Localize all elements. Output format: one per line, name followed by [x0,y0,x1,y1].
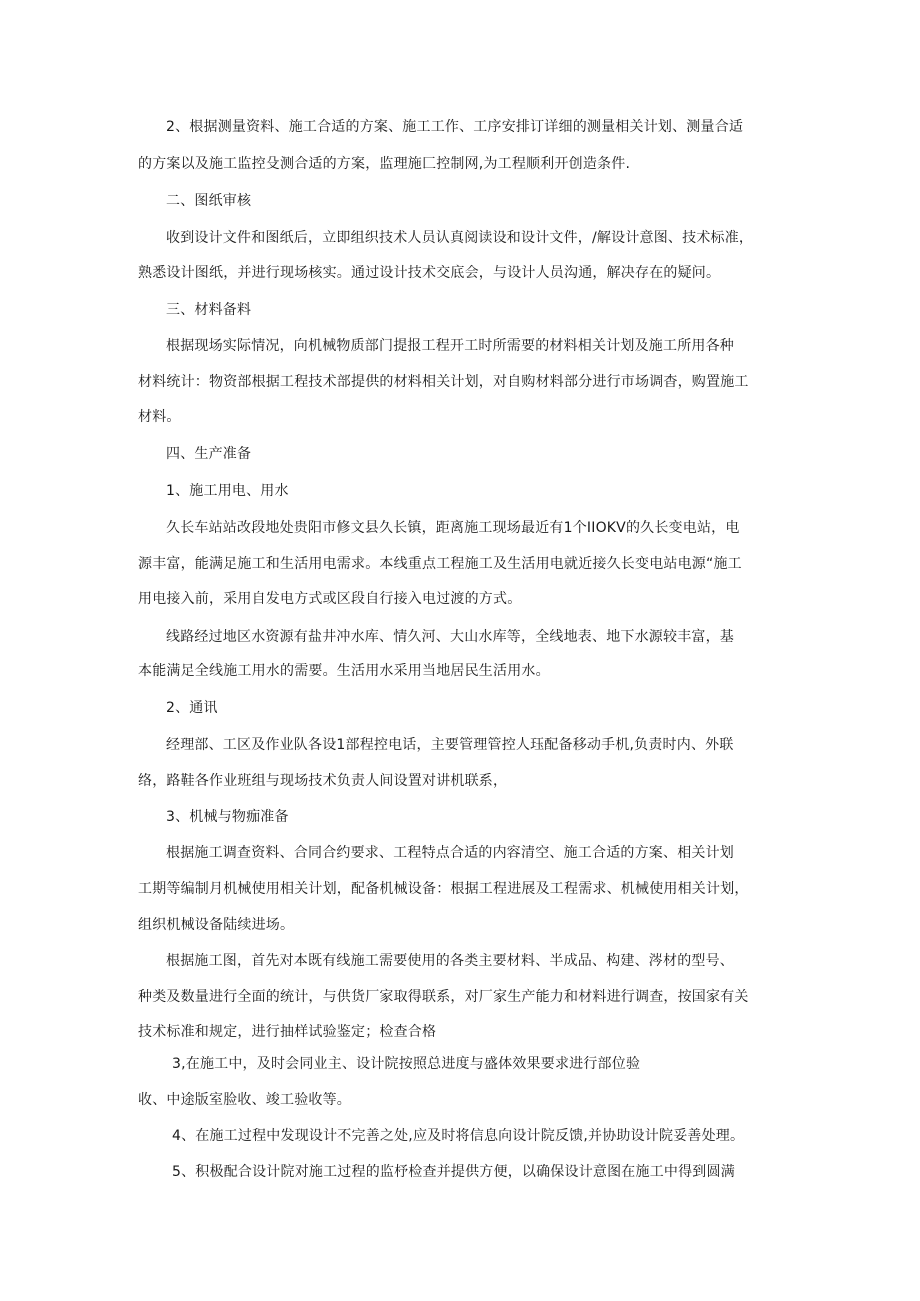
paragraph-line: 根据施工图，首先对本既有线施工需要使用的各类主要材料、半成品、构建、涔材的型号、 [166,953,734,969]
paragraph-line: 本能满足全线施工用水的需要。生活用水采用当地居民生活用水。 [138,663,550,679]
section-heading: 三、材料备料 [166,302,252,318]
paragraph-line: 的方案以及施工监控殳测合适的方案，监理施匚控制网,为工程顺利开创造条件. [138,156,631,172]
subsection-heading: 2、通讯 [166,700,218,716]
paragraph-line: 线路经过地区水资源有盐井冲水库、情久河、大山水库等，全线地表、地下水源较丰富，基 [166,629,734,645]
paragraph-line: 组织机械设备陆续进场。 [138,917,295,933]
paragraph-line: 收、中途版室脸收、竣工验收等。 [138,1092,351,1108]
paragraph-line: 3,在施工中，及时会同业主、设计院按照总进度与盛体效果要求进行部位验 [172,1056,641,1072]
paragraph-line: 技术标准和规定，进行抽样试验鉴定；检查合格 [138,1024,437,1040]
paragraph-line: 4、在施工过程中发现设计不完善之处,应及时将信息向设计院反馈,并协助设计院妥善处理。 [172,1128,745,1144]
subsection-heading: 3、机械与物痂准备 [166,809,289,825]
paragraph-line: 工期等编制月机械使用相关计划，配备机械设备：根据工程进展及工程需求、机械使用相关计划， [138,881,749,897]
subsection-heading: 1、施工用电、用水 [166,483,289,499]
paragraph-line: 收到设计文件和图纸后，立即组织技术人员认真阅读设和设计文件，/解设计意图、技术标准， [166,230,754,246]
paragraph-line: 材料统计：物资部根据工程技术部提供的材料相关计划，对自购材料部分进行市场调杳，购置施工 [138,374,749,390]
paragraph-line: 久长车站站改段地处贵阳市修文县久长镇，距离施工现场最近有1个IIOKV的久长变电站，电 [166,520,740,536]
section-heading: 二、图纸审核 [166,193,252,209]
paragraph-line: 经理部、工区及作业队各设1部程控电话，主要管理管控人珏配备移动手机,负责时内、外联 [166,737,734,753]
paragraph-line: 络，路鞋各作业班组与现场技术负责人间设置对讲机联系， [138,773,508,789]
paragraph-line: 2、根据测量资料、施工合适的方案、施工工作、工序安排订详细的测量相关计划、测量合适 [166,119,744,135]
section-heading: 四、生产准备 [166,446,252,462]
paragraph-line: 5、积极配合设计院对施工过程的监杼检查并提供方便，以确保设计意图在施工中得到圆满 [172,1164,735,1180]
paragraph-line: 材料。 [138,409,181,425]
paragraph-line: 根据施工调查资料、合同合约要求、工程特点合适的内容清空、施工合适的方案、相关计划 [166,845,734,861]
paragraph-line: 源丰富，能满足施工和生活用电需求。本线重点工程施工及生活用电就近接久长变电站电源“施工 [138,556,742,572]
paragraph-line: 用电接入前，采用自发电方式或区段自行接入电过渡的方式。 [138,591,522,607]
paragraph-line: 根据现场实际情况，向机械物质部门提报工程开工时所需要的材料相关计划及施工所用各种 [166,338,734,354]
paragraph-line: 熟悉设计图纸，并进行现场核实。通过设计技术交底会，与设计人员沟通，解决存在的疑问。 [138,265,721,281]
paragraph-line: 种类及数量进行全面的统计，与供货厂家取得联系，对厂家生产能力和材料进行调查，按国家有关 [138,989,749,1005]
